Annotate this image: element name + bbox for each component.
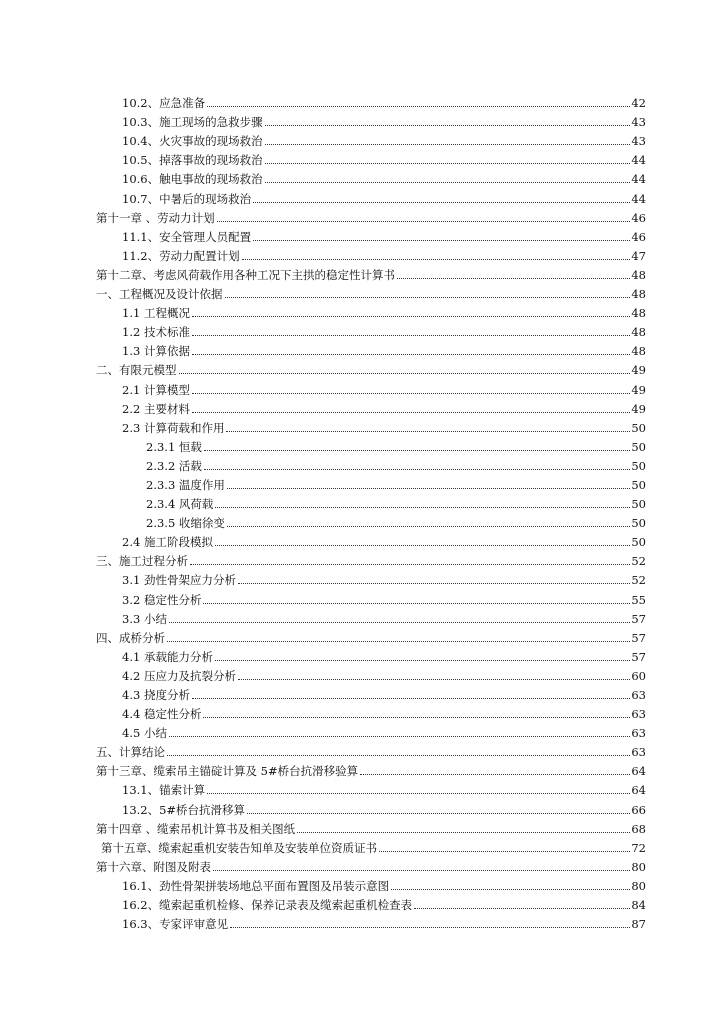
toc-entry-page: 44 bbox=[631, 153, 646, 168]
toc-entry-page: 68 bbox=[631, 821, 646, 836]
dot-leader bbox=[253, 202, 630, 203]
toc-entry[interactable] bbox=[122, 167, 646, 186]
toc-entry-page: 72 bbox=[631, 840, 646, 855]
toc-entry-title: 2.3 计算荷载和作用 bbox=[122, 420, 225, 435]
dot-leader bbox=[215, 545, 630, 546]
dot-leader bbox=[215, 507, 630, 508]
toc-entry-page: 64 bbox=[631, 783, 646, 798]
toc-entry-page: 63 bbox=[631, 745, 646, 760]
dot-leader bbox=[379, 851, 630, 852]
toc-entry-page: 80 bbox=[631, 859, 646, 874]
dot-leader bbox=[391, 889, 630, 890]
toc-entry[interactable] bbox=[96, 740, 646, 759]
dot-leader bbox=[169, 736, 630, 737]
toc-entry-title: 13.2、5#桥台抗滑移算 bbox=[122, 802, 246, 817]
toc-entry[interactable] bbox=[96, 817, 646, 836]
toc-entry-title: 3.3 小结 bbox=[122, 611, 167, 626]
toc-entry-title: 2.3.2 活载 bbox=[146, 458, 202, 473]
dot-leader bbox=[204, 450, 630, 451]
toc-entry-title: 2.3.3 温度作用 bbox=[146, 477, 225, 492]
toc-entry[interactable] bbox=[146, 454, 646, 473]
toc-entry[interactable] bbox=[122, 110, 646, 129]
toc-entry[interactable] bbox=[122, 397, 646, 416]
dot-leader bbox=[265, 144, 631, 145]
toc-entry-page: 63 bbox=[631, 726, 646, 741]
toc-entry[interactable] bbox=[122, 912, 646, 931]
toc-entry-page: 46 bbox=[631, 210, 646, 225]
dot-leader bbox=[265, 125, 631, 126]
toc-entry-page: 63 bbox=[631, 707, 646, 722]
toc-entry-page: 48 bbox=[631, 325, 646, 340]
toc-entry-title: 4.2 压应力及抗裂分析 bbox=[122, 668, 236, 683]
toc-entry-page: 46 bbox=[631, 229, 646, 244]
toc-entry-page: 52 bbox=[631, 573, 646, 588]
toc-entry[interactable] bbox=[122, 607, 646, 626]
toc-entry-page: 66 bbox=[631, 802, 646, 817]
dot-leader bbox=[215, 660, 630, 661]
toc-entry[interactable] bbox=[96, 263, 646, 282]
toc-entry-title: 第十四章 、缆索吊机计算书及相关图纸 bbox=[96, 821, 296, 836]
toc-entry-page: 52 bbox=[631, 554, 646, 569]
toc-entry[interactable] bbox=[122, 664, 646, 683]
dot-leader bbox=[227, 526, 630, 527]
toc-entry-title: 2.3.1 恒载 bbox=[146, 439, 202, 454]
toc-entry-page: 57 bbox=[631, 630, 646, 645]
dot-leader bbox=[192, 698, 630, 699]
toc-entry-page: 50 bbox=[631, 420, 646, 435]
toc-entry-page: 48 bbox=[631, 267, 646, 282]
toc-entry[interactable] bbox=[96, 358, 646, 377]
toc-entry[interactable] bbox=[122, 587, 646, 606]
toc-entry-title: 16.1、劲性骨架拼装场地总平面布置图及吊装示意图 bbox=[122, 878, 390, 893]
toc-entry-title: 第十五章、缆索起重机安装告知单及安装单位资质证书 bbox=[101, 840, 377, 855]
toc-entry-title: 10.2、应急准备 bbox=[122, 96, 206, 111]
toc-entry-title: 3.1 劲性骨架应力分析 bbox=[122, 573, 236, 588]
toc-entry[interactable] bbox=[96, 626, 646, 645]
toc-entry[interactable] bbox=[122, 874, 646, 893]
dot-leader bbox=[167, 641, 630, 642]
toc-entry-title: 10.5、掉落事故的现场救治 bbox=[122, 153, 263, 168]
toc-entry[interactable] bbox=[122, 702, 646, 721]
toc-entry[interactable] bbox=[146, 473, 646, 492]
toc-entry-title: 2.2 主要材料 bbox=[122, 401, 190, 416]
dot-leader bbox=[217, 221, 631, 222]
toc-entry[interactable] bbox=[122, 721, 646, 740]
toc-entry[interactable] bbox=[122, 129, 646, 148]
toc-entry-page: 64 bbox=[631, 764, 646, 779]
toc-entry-title: 二、有限元模型 bbox=[96, 363, 177, 378]
toc-entry[interactable] bbox=[122, 225, 646, 244]
toc-entry-title: 10.6、触电事故的现场救治 bbox=[122, 172, 263, 187]
toc-entry-page: 50 bbox=[631, 497, 646, 512]
toc-entry-title: 4.3 挠度分析 bbox=[122, 688, 190, 702]
toc-entry-page: 55 bbox=[631, 592, 646, 607]
toc-entry-page: 57 bbox=[631, 649, 646, 664]
toc-entry-title: 10.4、火灾事故的现场救治 bbox=[122, 134, 263, 149]
dot-leader bbox=[238, 583, 630, 584]
toc-entry[interactable] bbox=[122, 778, 646, 797]
toc-entry[interactable] bbox=[122, 301, 646, 320]
toc-entry-page: 50 bbox=[631, 535, 646, 550]
toc-entry[interactable] bbox=[96, 549, 646, 568]
toc-entry-title: 3.2 稳定性分析 bbox=[122, 592, 202, 607]
toc-entry-page: 50 bbox=[631, 439, 646, 454]
toc-entry[interactable] bbox=[122, 893, 646, 912]
toc-entry[interactable] bbox=[122, 377, 646, 396]
dot-leader bbox=[213, 870, 630, 871]
toc-entry-page: 63 bbox=[631, 688, 646, 702]
dot-leader bbox=[225, 297, 631, 298]
toc-entry[interactable] bbox=[146, 511, 646, 530]
toc-entry[interactable] bbox=[122, 320, 646, 339]
toc-entry-page: 57 bbox=[631, 611, 646, 626]
toc-entry-page: 44 bbox=[631, 191, 646, 206]
toc-entry-page: 60 bbox=[631, 668, 646, 683]
toc-entry-page: 43 bbox=[631, 115, 646, 130]
toc-entry-page: 48 bbox=[631, 287, 646, 302]
toc-entry-title: 1.1 工程概况 bbox=[122, 306, 190, 321]
toc-entry-title: 1.3 计算依据 bbox=[122, 344, 190, 359]
toc-entry-title: 第十一章 、劳动力计划 bbox=[96, 210, 215, 225]
dot-leader bbox=[207, 793, 630, 794]
toc-entry-page: 50 bbox=[631, 458, 646, 473]
dot-leader bbox=[397, 278, 630, 279]
dot-leader bbox=[192, 354, 630, 355]
toc-entry-page: 87 bbox=[631, 917, 646, 932]
dot-leader bbox=[203, 603, 630, 604]
toc-entry-title: 4.5 小结 bbox=[122, 726, 167, 741]
toc-entry[interactable] bbox=[146, 435, 646, 454]
toc-entry-title: 10.3、施工现场的急救步骤 bbox=[122, 115, 263, 130]
toc-entry-title: 第十三章、缆索吊主锚碇计算及 5#桥台抗滑移验算 bbox=[96, 764, 359, 779]
toc-entry[interactable] bbox=[146, 492, 646, 511]
dot-leader bbox=[203, 717, 630, 718]
toc-entry[interactable] bbox=[96, 759, 646, 778]
toc-entry-title: 10.7、中暑后的现场救治 bbox=[122, 191, 252, 206]
toc-entry[interactable] bbox=[122, 186, 646, 205]
toc-entry[interactable] bbox=[122, 645, 646, 664]
toc-entry-title: 一、工程概况及设计依据 bbox=[96, 287, 223, 302]
toc-entry[interactable] bbox=[96, 206, 646, 225]
dot-leader bbox=[190, 564, 630, 565]
toc-entry-title: 16.2、缆索起重机检修、保养记录表及缆索起重机检查表 bbox=[122, 898, 413, 913]
dot-leader bbox=[247, 813, 630, 814]
toc-entry-title: 2.4 施工阶段模拟 bbox=[122, 535, 213, 550]
dot-leader bbox=[238, 679, 630, 680]
toc-entry-title: 第十二章、考虑风荷载作用各种工况下主拱的稳定性计算书 bbox=[96, 267, 395, 282]
dot-leader bbox=[167, 755, 630, 756]
toc-entry-page: 47 bbox=[631, 248, 646, 263]
dot-leader bbox=[230, 927, 630, 928]
toc-entry-page: 80 bbox=[631, 878, 646, 893]
toc-entry-title: 四、成桥分析 bbox=[96, 630, 165, 645]
toc-entry[interactable] bbox=[122, 797, 646, 816]
dot-leader bbox=[360, 774, 630, 775]
toc-entry[interactable] bbox=[101, 836, 646, 855]
dot-leader bbox=[242, 259, 631, 260]
toc-entry[interactable] bbox=[96, 855, 646, 874]
toc-entry-page: 42 bbox=[631, 96, 646, 111]
toc-entry-title: 11.2、劳动力配置计划 bbox=[122, 248, 240, 263]
toc-entry-page: 50 bbox=[631, 516, 646, 531]
toc-entry-page: 43 bbox=[631, 134, 646, 149]
dot-leader bbox=[265, 182, 631, 183]
toc-entry-title: 第十六章、附图及附表 bbox=[96, 859, 211, 874]
dot-leader bbox=[179, 373, 631, 374]
toc-entry-title: 11.1、安全管理人员配置 bbox=[122, 229, 252, 244]
toc-entry-title: 13.1、锚索计算 bbox=[122, 783, 206, 798]
dot-leader bbox=[192, 335, 630, 336]
toc-entry[interactable] bbox=[122, 568, 646, 587]
dot-leader bbox=[207, 106, 630, 107]
toc-entry[interactable] bbox=[122, 244, 646, 263]
dot-leader bbox=[265, 163, 631, 164]
toc-entry-page: 44 bbox=[631, 172, 646, 187]
toc-entry[interactable] bbox=[122, 530, 646, 549]
toc-entry[interactable] bbox=[96, 282, 646, 301]
toc-entry-page: 49 bbox=[631, 382, 646, 397]
toc-entry-title: 五、计算结论 bbox=[96, 745, 165, 760]
toc-entry[interactable] bbox=[122, 416, 646, 435]
toc-entry-title: 1.2 技术标准 bbox=[122, 325, 190, 340]
toc-entry[interactable] bbox=[122, 339, 646, 358]
toc-entry-title: 2.3.5 收缩徐变 bbox=[146, 516, 225, 531]
toc-entry-page: 49 bbox=[631, 363, 646, 378]
toc-entry-page: 50 bbox=[631, 477, 646, 492]
toc-entry-page: 49 bbox=[631, 401, 646, 416]
dot-leader bbox=[192, 412, 630, 413]
toc-entry-page: 84 bbox=[631, 898, 646, 913]
dot-leader bbox=[227, 488, 630, 489]
toc-entry-page: 48 bbox=[631, 344, 646, 359]
toc-entry-page: 48 bbox=[631, 306, 646, 321]
toc-entry[interactable] bbox=[122, 683, 646, 702]
dot-leader bbox=[297, 832, 630, 833]
dot-leader bbox=[204, 469, 630, 470]
dot-leader bbox=[192, 316, 630, 317]
dot-leader bbox=[169, 622, 630, 623]
toc-entry-title: 2.3.4 风荷载 bbox=[146, 497, 214, 512]
dot-leader bbox=[253, 240, 630, 241]
toc-entry-title: 16.3、专家评审意见 bbox=[122, 917, 229, 932]
toc-entry-title: 4.4 稳定性分析 bbox=[122, 707, 202, 722]
toc-entry-title: 三、施工过程分析 bbox=[96, 554, 188, 569]
toc-entry-title: 4.1 承载能力分析 bbox=[122, 649, 213, 664]
toc-entry-title: 2.1 计算模型 bbox=[122, 382, 190, 397]
dot-leader bbox=[414, 908, 630, 909]
toc-entry[interactable] bbox=[122, 91, 646, 110]
table-of-contents bbox=[0, 91, 724, 931]
dot-leader bbox=[192, 393, 630, 394]
toc-entry[interactable] bbox=[122, 148, 646, 167]
dot-leader bbox=[226, 431, 630, 432]
